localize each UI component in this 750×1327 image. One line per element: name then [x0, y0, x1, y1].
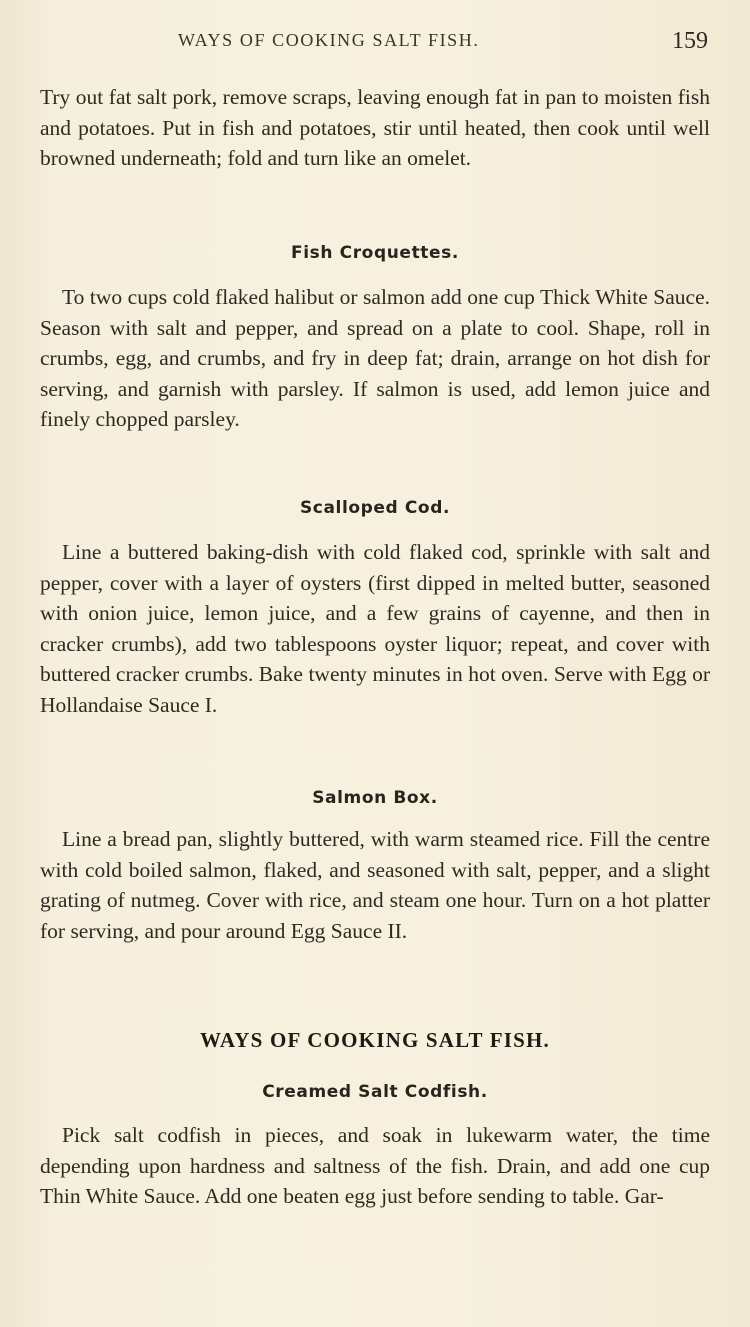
recipe-text-fish-croquettes: To two cups cold flaked halibut or salmon add one cup Thick White Sauce. Season with salt and pepper, and spread on a plate to cool. Shape, roll in crumbs, egg, and crumbs, and fry in deep fat; drain, arrange on hot dish for serving, and garnish with parsley. If salmon is used, add lemon juice and finely chopped parsley. — [40, 285, 710, 431]
intro-paragraph: Try out fat salt pork, remove scraps, leaving enough fat in pan to moisten fish and potatoes. Put in fish and potatoes, stir until heated, then cook until well browned underneath; fold and turn like an omelet. — [40, 85, 710, 170]
recipe-text-creamed-salt-codfish: Pick salt codfish in pieces, and soak in lukewarm water, the time depending upon hardness and saltness of the fish. Drain, and add one cup Thin White Sauce. Add one beaten egg just before sending to table. Gar- — [40, 1123, 710, 1208]
recipe-text-salmon-box: Line a bread pan, slightly buttered, with warm steamed rice. Fill the centre with cold boiled salmon, flaked, and seasoned with salt, pepper, and a slight grating of nutmeg. Cover with rice, and steam one hour. Turn on a hot platter for serving, and pour around Egg Sauce II. — [40, 827, 710, 943]
recipe-title-scalloped-cod: Scalloped Cod. — [299, 498, 451, 518]
recipe-title-creamed-salt-codfish: Creamed Salt Codfish. — [262, 1082, 488, 1102]
running-head — [40, 28, 712, 58]
section-heading: WAYS OF COOKING SALT FISH. — [200, 1028, 550, 1052]
recipe-title-salmon-box: Salmon Box. — [312, 788, 438, 808]
page-number: 159 — [672, 28, 708, 54]
running-title: WAYS OF COOKING SALT FISH. — [178, 30, 480, 50]
recipe-text-scalloped-cod: Line a buttered baking-dish with cold flaked cod, sprinkle with salt and pepper, cover with a layer of oysters (first dipped in melted butter, seasoned with onion juice, lemon juice, and a few grains of cayenne, and then in cracker crumbs), add two tablespoons oyster liquor; repeat, and cover with buttered cracker crumbs. Bake twenty minutes in hot oven. Serve with Egg or Hollandaise Sauce I. — [40, 540, 710, 717]
recipe-title-fish-croquettes: Fish Croquettes. — [291, 243, 459, 263]
